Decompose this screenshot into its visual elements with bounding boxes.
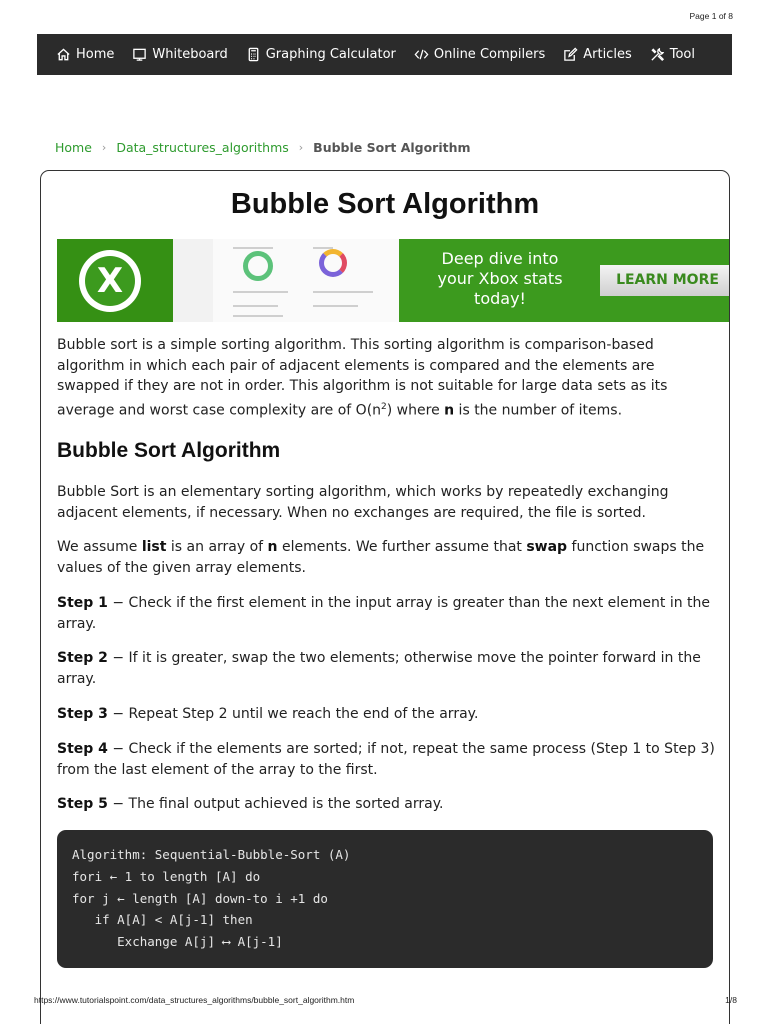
intro-paragraph <box>57 335 717 421</box>
nav-online-compilers[interactable] <box>414 47 545 62</box>
assumption-bold: n <box>267 539 278 555</box>
ad-screenshot-line <box>233 315 283 317</box>
ad-banner[interactable] <box>57 239 729 322</box>
nav-tools[interactable] <box>650 47 695 62</box>
chevron-right-icon: › <box>298 141 304 154</box>
edit-icon <box>563 47 578 62</box>
breadcrumb-current: Bubble Sort Algorithm <box>313 140 471 155</box>
step-label: Step 4 <box>57 741 108 757</box>
step-item <box>57 739 717 780</box>
step-text: − If it is greater, swap the two elements; otherwise move the pointer forward in the array. <box>57 650 701 687</box>
breadcrumb-section[interactable]: Data_structures_algorithms <box>116 140 289 155</box>
step-label: Step 1 <box>57 595 108 611</box>
ad-screenshot-line <box>233 291 288 293</box>
ad-screenshot-line <box>233 305 278 307</box>
nav-graphing-calculator-label: Graphing Calculator <box>265 47 396 62</box>
intro-text: Bubble sort is a simple sorting algorithm. This sorting algorithm is comparison-based algorithm in which each pair of adjacent elements is compared and the elements are swapped if they are not in order. This algorithm is not suitable for large data sets as its average and worst case complexity are of O(n <box>57 337 668 419</box>
step-item <box>57 648 717 689</box>
intro-superscript: 2 <box>381 402 387 413</box>
ad-screenshot-donut <box>243 251 273 281</box>
code-line: if A[A] < A[j-1] then <box>72 912 253 928</box>
section-heading: Bubble Sort Algorithm <box>57 439 281 462</box>
step-text: − Check if the first element in the input array is greater than the next element in the array. <box>57 595 711 632</box>
home-icon <box>56 47 71 62</box>
calculator-icon <box>246 47 261 62</box>
nav-tools-label: Tool <box>669 47 695 62</box>
ad-headline-line: today! <box>474 289 526 308</box>
assumption-text: is an array of <box>166 539 268 555</box>
step-item <box>57 794 717 815</box>
ad-screenshot-image <box>173 239 399 322</box>
page-title: Bubble Sort Algorithm <box>230 188 540 220</box>
ad-screenshot-line <box>233 247 273 249</box>
nav-whiteboard[interactable] <box>132 47 227 62</box>
assumption-text: function swaps the values of the given array elements. <box>57 539 705 576</box>
code-line: fori ← 1 to length [A] do <box>72 868 261 884</box>
ad-headline-line: your Xbox stats <box>437 269 563 288</box>
intro-bold: n <box>444 402 455 419</box>
code-icon <box>414 47 429 62</box>
intro-text: ) where <box>386 402 445 419</box>
step-item <box>57 593 717 634</box>
learn-more-button[interactable]: LEARN MORE <box>600 265 729 296</box>
intro-text: is the number of items. <box>454 402 623 419</box>
ad-headline-line: Deep dive into <box>441 249 559 268</box>
step-label: Step 3 <box>57 706 108 722</box>
ad-screenshot-sidebar <box>173 239 213 322</box>
code-block[interactable] <box>57 830 713 968</box>
nav-home-label: Home <box>76 47 115 62</box>
print-page-label: Page 1 of 8 <box>689 11 733 21</box>
tools-icon <box>650 47 665 62</box>
step-text: − Repeat Step 2 until we reach the end of the array. <box>107 706 479 722</box>
nav-articles[interactable] <box>563 47 631 62</box>
assumption-bold: list <box>141 539 167 555</box>
xbox-logo-letter: X <box>85 256 135 306</box>
step-label: Step 5 <box>57 796 108 812</box>
top-navbar <box>37 34 732 75</box>
print-page-number: 1/8 <box>725 995 737 1005</box>
step-item <box>57 704 717 725</box>
step-label: Step 2 <box>57 650 108 666</box>
code-line: for j ← length [A] down-to i +1 do <box>72 890 328 906</box>
assumption-paragraph <box>57 537 717 578</box>
step-text: − The final output achieved is the sorted array. <box>107 796 444 812</box>
description-paragraph: Bubble Sort is an elementary sorting algorithm, which works by repeatedly exchanging adjacent elements, if necessary. When no exchanges are required, the file is sorted. <box>57 484 669 521</box>
nav-home[interactable] <box>56 47 114 62</box>
code-line: Exchange A[j] ⟷ A[j-1] <box>72 934 283 950</box>
ad-headline <box>425 249 575 309</box>
code-line: Algorithm: Sequential-Bubble-Sort (A) <box>72 847 351 862</box>
nav-online-compilers-label: Online Compilers <box>433 47 546 62</box>
nav-articles-label: Articles <box>583 47 632 62</box>
nav-graphing-calculator[interactable] <box>246 47 396 62</box>
assumption-bold: swap <box>526 539 568 555</box>
xbox-logo-icon <box>79 250 141 312</box>
ad-screenshot-line <box>313 291 373 293</box>
step-text: − Check if the elements are sorted; if not, repeat the same process (Step 1 to Step 3) from the last element of the array to the first. <box>57 741 715 778</box>
chevron-right-icon: › <box>101 141 107 154</box>
nav-whiteboard-label: Whiteboard <box>152 47 228 62</box>
whiteboard-icon <box>132 47 147 62</box>
assumption-text: elements. We further assume that <box>277 539 527 555</box>
breadcrumb <box>55 140 471 155</box>
assumption-text: We assume <box>57 539 142 555</box>
breadcrumb-home[interactable]: Home <box>55 140 92 155</box>
ad-screenshot-donut <box>319 249 347 277</box>
ad-screenshot-line <box>313 305 358 307</box>
print-url: https://www.tutorialspoint.com/data_structures_algorithms/bubble_sort_algorithm.htm <box>34 995 355 1005</box>
